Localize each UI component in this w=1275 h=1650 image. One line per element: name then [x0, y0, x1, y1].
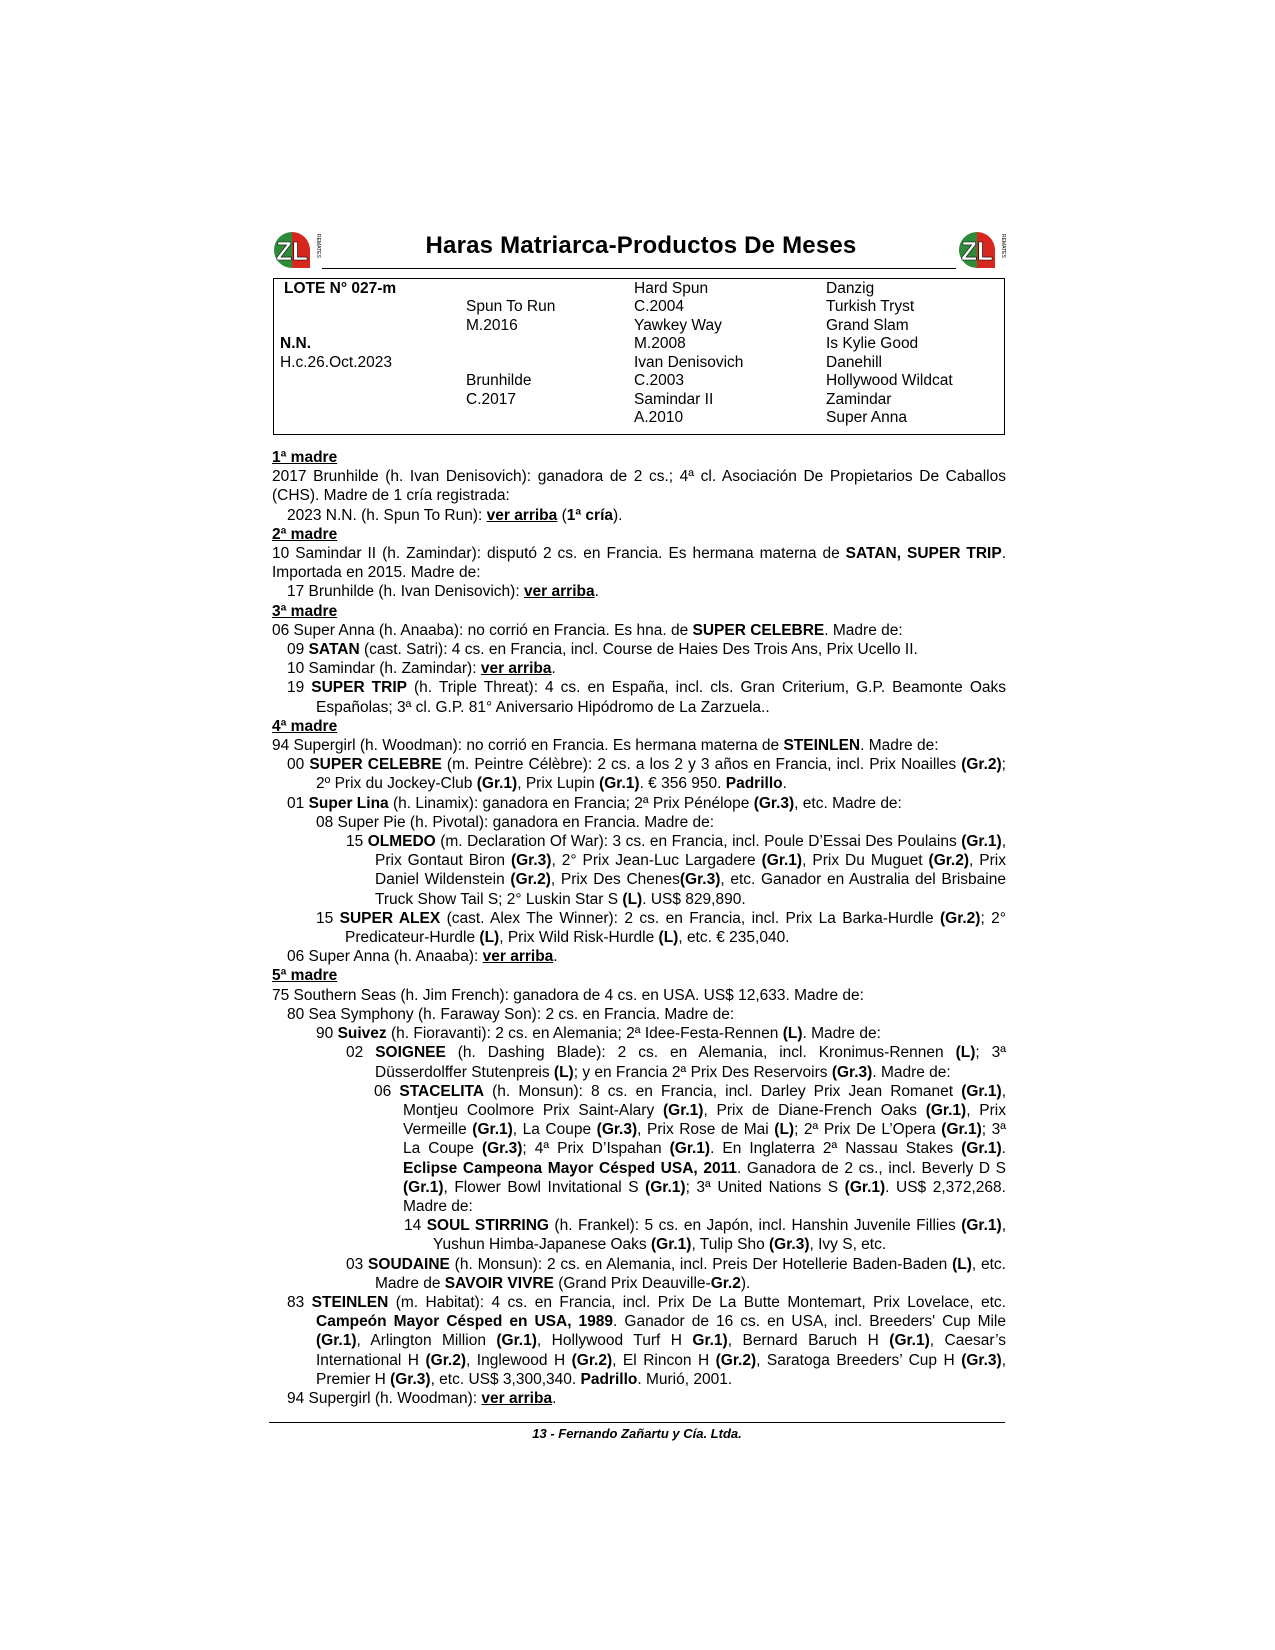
- text-run: .: [1001, 1140, 1006, 1158]
- text-run: ; 3ª United Nations S: [685, 1178, 845, 1196]
- gen3-cell: Zamindar: [826, 391, 892, 408]
- section-heading: [272, 966, 1006, 985]
- text-run: . Murió, 2001.: [637, 1370, 733, 1388]
- bold-run: STEINLEN: [311, 1293, 389, 1311]
- text-run: 01: [287, 794, 309, 812]
- text-run: 2017 Brunhilde (h. Ivan Denisovich): ganadora de 2 cs.; 4ª cl. Asociación De Propietarios De Caballos (CHS). Madre de 1 cría registrada:: [272, 468, 1006, 505]
- svg-text:ZL: ZL: [961, 236, 993, 266]
- text-run: (m. Declaration Of War): 3 cs. en Francia, incl. Poule D’Essai Des Poulains: [435, 833, 962, 851]
- text-run: (m. Peintre Célèbre): 2 cs. a los 2 y 3 años en Francia, incl. Prix Noailles: [441, 756, 962, 774]
- text-run: 75 Southern Seas (h. Jim French): ganadora de 4 cs. en USA. US$ 12,633. Madre de:: [272, 986, 864, 1004]
- entry-paragraph: [272, 986, 1006, 1005]
- text-run: , Prix Lupin: [517, 775, 600, 793]
- text-run: (h. Linamix): ganadora en Francia; 2ª Prix Pénélope: [388, 794, 754, 812]
- bold-run: (Gr.1): [941, 1121, 982, 1139]
- text-run: (h. Monsun): 2 cs. en Alemania, incl. Preis Der Hotellerie Baden-Baden: [449, 1255, 953, 1273]
- bold-run: (Gr.1): [889, 1332, 930, 1350]
- text-run: .: [551, 660, 556, 678]
- bold-run: SOIGNEE: [375, 1044, 446, 1062]
- text-run: 09: [287, 641, 309, 659]
- text-run: ).: [740, 1274, 751, 1292]
- text-run: . US$ 2,372,268. Madre de:: [403, 1178, 1006, 1215]
- text-run: (h. Monsun): 8 cs. en Francia, incl. Darley Prix Jean Romanet: [484, 1082, 962, 1100]
- text-run: . Importada en 2015. Madre de:: [272, 545, 1006, 582]
- bold-run: (Gr.3): [596, 1121, 638, 1139]
- bold-run: (Gr.3): [510, 852, 552, 870]
- title-underline: [322, 268, 956, 269]
- bold-run: Eclipse Campeona Mayor Césped USA, 2011: [403, 1159, 737, 1177]
- text-run: 06 Super Anna (h. Anaaba): no corrió en Francia. Es hna. de: [272, 621, 693, 639]
- bold-run: (Gr.1): [316, 1332, 357, 1350]
- bold-run: SUPER CELEBRE: [692, 621, 825, 639]
- entry-paragraph: [272, 1005, 1006, 1024]
- bold-run: 1ª madre: [272, 449, 338, 466]
- bold-run: SUPER TRIP: [311, 679, 407, 697]
- gen3-cell: Danehill: [826, 354, 883, 371]
- entry-paragraph: [272, 506, 1006, 525]
- text-run: . Madre de:: [860, 737, 939, 755]
- entry-paragraph: [272, 736, 1006, 755]
- bold-run: STACELITA: [399, 1082, 485, 1100]
- text-run: 17 Brunhilde (h. Ivan Denisovich):: [287, 583, 524, 601]
- text-run: 19: [287, 679, 312, 697]
- text-run: (h. Frankel): 5 cs. en Japón, incl. Hanshin Juvenile Fillies: [548, 1217, 962, 1235]
- dam-info: C.2017: [466, 391, 516, 408]
- entry-paragraph: [272, 1389, 1006, 1408]
- entry-paragraph: [272, 544, 1006, 582]
- zl-remates-logo: [957, 228, 1007, 272]
- text-run: . Ganadora de 2 cs., incl. Beverly D S: [736, 1159, 1006, 1177]
- text-run: 2023 N.N. (h. Spun To Run):: [287, 506, 487, 524]
- bold-run: (Gr.2): [715, 1351, 757, 1369]
- bold-run: (Gr.1): [650, 1236, 692, 1254]
- text-run: , Ivy S, etc.: [809, 1236, 887, 1254]
- text-run: 80 Sea Symphony (h. Faraway Son): 2 cs. en Francia. Madre de:: [287, 1005, 735, 1023]
- bold-run: (Gr.3): [961, 1351, 1002, 1369]
- text-run: , Bernard Baruch H: [727, 1332, 890, 1350]
- dam-name: Brunhilde: [466, 372, 532, 389]
- text-run: 14: [404, 1217, 427, 1235]
- text-run: . Ganador de 16 cs. en USA, incl. Breeders' Cup Mile: [613, 1313, 1006, 1331]
- text-run: , Prix Du Muguet: [802, 852, 929, 870]
- horse-name: N.N.: [280, 335, 311, 352]
- gen2-cell: A.2010: [634, 409, 684, 426]
- text-run: .: [594, 583, 599, 601]
- bold-run: (L): [782, 1025, 803, 1043]
- entry-paragraph: [272, 813, 1006, 832]
- text-run: 15: [316, 909, 340, 927]
- entry-paragraph: [272, 467, 1006, 505]
- text-run: ; y en Francia 2ª Prix Des Reservoirs: [573, 1063, 832, 1081]
- svg-text:ZL: ZL: [276, 236, 308, 266]
- gen3-cell: Hollywood Wildcat: [826, 372, 953, 389]
- text-run: ; 4ª Prix D’Ispahan: [522, 1140, 670, 1158]
- gen3-cell: Turkish Tryst: [826, 298, 915, 315]
- bold-run: OLMEDO: [367, 833, 436, 851]
- text-run: . En Inglaterra 2ª Nassau Stakes: [710, 1140, 962, 1158]
- bold-run: (Gr.2): [510, 871, 551, 889]
- text-run: 15: [346, 833, 368, 851]
- gen3-cell: Grand Slam: [826, 317, 909, 334]
- bold-run: (Gr.1): [662, 1101, 704, 1119]
- text-run: .: [782, 775, 787, 793]
- bold-run: Campeón Mayor Césped en USA, 1989: [316, 1313, 614, 1331]
- text-run: , etc. Ganador en Australia del Brisbaine Truck Show Tail S; 2° Luskin Star S: [375, 871, 1006, 908]
- bold-run: (Gr.3): [753, 794, 795, 812]
- bold-run: (L): [955, 1044, 976, 1062]
- bold-run: (Gr.3): [679, 871, 721, 889]
- text-run: , Prix Vermeille: [403, 1101, 1006, 1139]
- bold-run: ver arriba: [523, 583, 595, 601]
- text-run: , etc. € 235,040.: [678, 929, 790, 947]
- text-run: , Montjeu Coolmore Prix Saint-Alary: [403, 1082, 1006, 1119]
- text-run: , Caesar’s International H: [316, 1332, 1006, 1369]
- bold-run: (L): [774, 1121, 795, 1139]
- bold-run: (Gr.3): [769, 1236, 810, 1254]
- text-run: (cast. Satri): 4 cs. en Francia, incl. Course de Haies Des Trois Ans, Prix Ucello II.: [359, 641, 918, 659]
- text-run: , Inglewood H: [465, 1351, 572, 1369]
- bold-run: (Gr.1): [761, 852, 803, 870]
- text-run: 94 Supergirl (h. Woodman): no corrió en Francia. Es hermana materna de: [272, 737, 784, 755]
- page-footer: 13 - Fernando Zañartu y Cía. Ltda.: [532, 1426, 742, 1441]
- zl-remates-logo: [272, 228, 322, 272]
- text-run: 03: [346, 1255, 369, 1273]
- bold-run: SOUL STIRRING: [426, 1217, 549, 1235]
- text-run: 83: [287, 1293, 312, 1311]
- text-run: (cast. Alex The Winner): 2 cs. en Francia, incl. Prix La Barka-Hurdle: [440, 909, 940, 927]
- text-run: 06 Super Anna (h. Anaaba):: [287, 948, 483, 966]
- gen2-cell: Ivan Denisovich: [634, 354, 744, 371]
- section-heading: [272, 448, 1006, 467]
- bold-run: 5ª madre: [272, 967, 338, 985]
- bold-run: (Gr.1): [961, 1140, 1002, 1158]
- bold-run: (L): [622, 890, 643, 908]
- svg-text:REMATES: REMATES: [1000, 234, 1006, 258]
- text-run: .: [553, 948, 558, 966]
- bold-run: (L): [553, 1063, 574, 1081]
- text-run: 06: [374, 1082, 400, 1100]
- gen3-cell: Is Kylie Good: [826, 335, 919, 352]
- text-run: ; 3ª La Coupe: [403, 1121, 1006, 1158]
- page-title: Haras Matriarca-Productos De Meses: [425, 232, 857, 259]
- bold-run: (Gr.1): [476, 775, 518, 793]
- text-run: . Madre de:: [802, 1025, 881, 1043]
- bold-run: (Gr.1): [645, 1178, 686, 1196]
- gen2-cell: C.2004: [634, 298, 684, 315]
- sire-name: Spun To Run: [466, 298, 556, 315]
- bold-run: STEINLEN: [783, 737, 861, 755]
- pedigree-table: [273, 278, 1005, 435]
- entry-paragraph: [272, 582, 1006, 601]
- svg-text:REMATES: REMATES: [315, 234, 321, 258]
- entry-paragraph: [272, 794, 1006, 813]
- text-run: , etc. Madre de:: [794, 794, 902, 812]
- bold-run: 4ª madre: [272, 717, 338, 735]
- footer-rule: [269, 1422, 1005, 1423]
- text-run: 10 Samindar II (h. Zamindar): disputó 2 cs. en Francia. Es hermana materna de: [272, 545, 846, 563]
- entry-paragraph: [272, 1024, 1006, 1043]
- text-run: , Prix de Diane-French Oaks: [703, 1101, 926, 1119]
- bold-run: SAVOIR VIVRE: [444, 1274, 554, 1292]
- text-run: , Flower Bowl Invitational S: [443, 1178, 646, 1196]
- bold-run: SOUDAINE: [368, 1255, 450, 1273]
- bold-run: SATAN, SUPER TRIP: [845, 545, 1002, 563]
- bold-run: (Gr.1): [961, 833, 1002, 851]
- text-run: 08 Super Pie (h. Pivotal): ganadora en Francia. Madre de:: [316, 813, 715, 831]
- bold-run: (L): [952, 1255, 972, 1273]
- bold-run: (Gr.2): [928, 852, 970, 870]
- text-run: , El Rincon H: [612, 1351, 716, 1369]
- gen2-cell: Yawkey Way: [634, 317, 722, 334]
- text-run: 94 Supergirl (h. Woodman):: [287, 1389, 482, 1407]
- entry-paragraph: [272, 1043, 1006, 1081]
- text-run: (h. Triple Threat): 4 cs. en España, incl. cls. Gran Criterium, G.P. Beamonte Oaks Españolas; 3ª cl. G.P. 81° Aniversario Hipódromo de La Zarzuela..: [316, 679, 1006, 716]
- gen2-cell: Hard Spun: [634, 280, 709, 297]
- bold-run: Padrillo: [725, 775, 783, 793]
- bold-run: (Gr.1): [844, 1178, 886, 1196]
- sire-info: M.2016: [466, 317, 518, 334]
- text-run: , Hollywood Turf H: [536, 1332, 693, 1350]
- bold-run: (Gr.3): [390, 1370, 431, 1388]
- text-run: , Prix Gontaut Biron: [375, 833, 1006, 870]
- entry-paragraph: [272, 755, 1006, 793]
- gen3-cell: Danzig: [826, 280, 875, 297]
- bold-run: Super Lina: [308, 794, 389, 812]
- text-run: , etc. US$ 3,300,340.: [430, 1370, 581, 1388]
- text-run: ; 2ª Prix De L’Opera: [794, 1121, 942, 1139]
- text-run: , La Coupe: [512, 1121, 597, 1139]
- entry-paragraph: [272, 659, 1006, 678]
- dam-line-body: [272, 448, 1006, 1408]
- entry-paragraph: [272, 1293, 1006, 1389]
- bold-run: (Gr.1): [925, 1101, 967, 1119]
- text-run: (h. Fioravanti): 2 cs. en Alemania; 2ª Idee-Festa-Rennen: [386, 1025, 783, 1043]
- text-run: 00: [287, 756, 310, 774]
- text-run: . € 356 950.: [639, 775, 726, 793]
- bold-run: (Gr.1): [472, 1121, 513, 1139]
- bold-run: (Gr.2): [571, 1351, 613, 1369]
- gen2-cell: M.2008: [634, 335, 686, 352]
- bold-run: ver arriba: [481, 1389, 553, 1407]
- bold-run: (Gr.1): [599, 775, 640, 793]
- entry-paragraph: [272, 947, 1006, 966]
- bold-run: 2ª madre: [272, 525, 338, 543]
- section-heading: [272, 602, 1006, 621]
- entry-paragraph: [272, 832, 1006, 909]
- text-run: , Prix Wild Risk-Hurdle: [499, 929, 659, 947]
- bold-run: (Gr.1): [961, 1082, 1002, 1100]
- text-run: , Yushun Himba-Japanese Oaks: [433, 1217, 1006, 1254]
- bold-run: Suivez: [337, 1025, 387, 1043]
- bold-run: (Gr.2): [939, 909, 981, 927]
- bold-run: SUPER ALEX: [339, 909, 441, 927]
- bold-run: SUPER CELEBRE: [309, 756, 442, 774]
- bold-run: (Gr.3): [481, 1140, 523, 1158]
- text-run: (h. Dashing Blade): 2 cs. en Alemania, incl. Kronimus-Rennen: [445, 1044, 956, 1062]
- text-run: . US$ 829,890.: [642, 890, 746, 908]
- bold-run: Gr.2: [710, 1274, 741, 1292]
- text-run: , Premier H: [316, 1351, 1006, 1388]
- bold-run: (L): [658, 929, 679, 947]
- bold-run: (Gr.2): [425, 1351, 466, 1369]
- entry-paragraph: [272, 678, 1006, 716]
- text-run: , Saratoga Breeders’ Cup H: [756, 1351, 962, 1369]
- lot-number: LOTE N° 027-m: [284, 280, 397, 297]
- text-run: ).: [613, 506, 623, 524]
- text-run: 10 Samindar (h. Zamindar):: [287, 660, 481, 678]
- text-run: ; 2° Predicateur-Hurdle: [345, 909, 1006, 947]
- entry-paragraph: [272, 640, 1006, 659]
- text-run: (Grand Prix Deauville-: [553, 1274, 711, 1292]
- gen3-cell: Super Anna: [826, 409, 908, 426]
- bold-run: 3ª madre: [272, 602, 338, 620]
- bold-run: SATAN: [308, 641, 360, 659]
- entry-paragraph: [272, 1082, 1006, 1216]
- text-run: . Madre de:: [824, 621, 903, 639]
- bold-run: (Gr.1): [496, 1332, 537, 1350]
- bold-run: (L): [479, 929, 500, 947]
- text-run: , Prix Daniel Wildenstein: [375, 852, 1006, 889]
- text-run: , etc. Madre de: [375, 1255, 1006, 1292]
- text-run: , Arlington Million: [356, 1332, 497, 1350]
- text-run: , 2° Prix Jean-Luc Largadere: [551, 852, 762, 870]
- bold-run: Gr.1): [692, 1332, 728, 1350]
- bold-run: (Gr.1): [403, 1178, 444, 1196]
- bold-run: Padrillo: [580, 1370, 638, 1388]
- section-heading: [272, 717, 1006, 736]
- entry-paragraph: [272, 621, 1006, 640]
- text-run: 02: [346, 1044, 376, 1062]
- bold-run: ver arriba: [482, 948, 554, 966]
- text-run: (m. Habitat): 4 cs. en Francia, incl. Prix De La Butte Montemart, Prix Lovelace, etc.: [388, 1293, 1006, 1311]
- text-run: ; 3ª Düsserdolffer Stutenpreis: [375, 1044, 1006, 1081]
- bold-run: ver arriba: [486, 506, 558, 524]
- text-run: ; 2º Prix du Jockey-Club: [316, 756, 1006, 793]
- entry-paragraph: [272, 1255, 1006, 1293]
- bold-run: (Gr.1): [669, 1140, 711, 1158]
- bold-run: ver arriba: [480, 660, 552, 678]
- horse-birth: H.c.26.Oct.2023: [280, 354, 393, 371]
- text-run: .: [552, 1389, 557, 1407]
- text-run: , Tulip Sho: [691, 1236, 770, 1254]
- bold-run: (Gr.3): [831, 1063, 873, 1081]
- bold-run: 1ª cría: [566, 506, 613, 524]
- gen2-cell: C.2003: [634, 372, 684, 389]
- section-heading: [272, 525, 1006, 544]
- gen2-cell: Samindar II: [634, 391, 714, 408]
- text-run: , Prix Des Chenes: [550, 871, 680, 889]
- text-run: (: [557, 506, 567, 524]
- text-run: 90: [316, 1025, 338, 1043]
- text-run: , Prix Rose de Mai: [637, 1121, 775, 1139]
- bold-run: (Gr.2): [961, 756, 1002, 774]
- text-run: . Madre de:: [872, 1063, 951, 1081]
- entry-paragraph: [272, 1216, 1006, 1254]
- entry-paragraph: [272, 909, 1006, 947]
- bold-run: (Gr.1): [961, 1217, 1002, 1235]
